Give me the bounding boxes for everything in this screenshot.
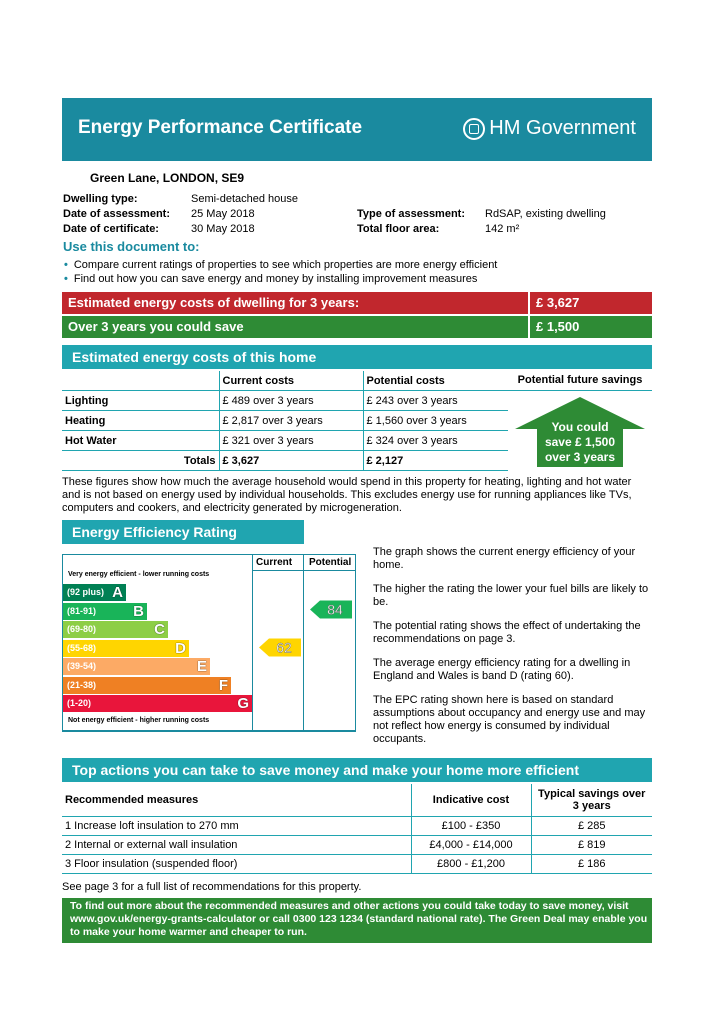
estimated-cost-value: £ 3,627 (528, 292, 579, 314)
rating-paragraph: The average energy efficiency rating for a dwelling in England and Wales is band D (rating 60). (373, 657, 631, 682)
totals-label: Totals (62, 451, 219, 471)
table-row (62, 854, 652, 873)
current-rating-arrow-value: 62 (276, 639, 292, 656)
measure-cost: £800 - £1,200 (411, 854, 531, 873)
col-potential-costs: Potential costs (363, 371, 508, 391)
page-title: Energy Performance Certificate (78, 117, 363, 138)
totals-potential: £ 2,127 (363, 451, 508, 471)
use-bullet: • Compare current ratings of properties to see which properties are more energy efficient (64, 259, 498, 271)
floor-area-label: Total floor area: (357, 223, 440, 235)
measure-name: 2 Internal or external wall insulation (62, 835, 411, 854)
band-range: (39-54) (67, 661, 97, 671)
costs-note: These figures show how much the average household would spend in this property for heating, lighting and hot water and is not based on energy used by individual households. This excludes energy use for running appliances like TVs, computers and cookers, and electricity generated by microgeneration. (62, 476, 632, 514)
type-assessment-value: RdSAP, existing dwelling (485, 208, 606, 220)
rating-bottom-note: Not energy efficient - higher running costs (68, 717, 210, 724)
current-cost: £ 321 over 3 years (219, 431, 363, 451)
measure-name: 3 Floor insulation (suspended floor) (62, 854, 411, 873)
dwelling-type-value: Semi-detached house (191, 193, 299, 205)
potential-rating-arrow-value: 84 (327, 601, 343, 618)
use-bullet: • Find out how you can save energy and money by installing improvement measures (64, 273, 478, 285)
rating-paragraph: The graph shows the current energy efficiency of your home. (373, 546, 636, 571)
band-letter: A (112, 584, 123, 601)
estimated-cost-label: Estimated energy costs of dwelling for 3 years: (68, 295, 360, 310)
band-range: (92 plus) (67, 587, 105, 597)
row-label: Lighting (62, 391, 219, 411)
measure-cost: £4,000 - £14,000 (411, 835, 531, 854)
rating-paragraph: The higher the rating the lower your fuel bills are likely to be. (373, 583, 649, 608)
date-assessment-label: Date of assessment: (63, 208, 170, 220)
col-current-costs: Current costs (219, 371, 363, 391)
date-certificate-label: Date of certificate: (63, 223, 159, 235)
date-assessment-value: 25 May 2018 (191, 208, 255, 220)
measure-name: 1 Increase loft insulation to 270 mm (62, 816, 411, 835)
band-range: (21-38) (67, 679, 97, 690)
property-address: Green Lane, LONDON, SE9 (90, 171, 245, 185)
band-range: (55-68) (67, 642, 97, 653)
band-range: (81-91) (67, 605, 97, 616)
row-label: Heating (62, 411, 219, 431)
measures-header-row (62, 784, 652, 816)
table-row (62, 835, 652, 854)
band-range: (1-20) (67, 698, 92, 708)
measure-savings: £ 819 (531, 835, 652, 854)
floor-area-value: 142 m² (485, 223, 520, 235)
actions-section-header: Top actions you can take to save money and make your home more efficient (62, 758, 652, 782)
rating-col-potential: Potential (309, 557, 352, 568)
band-letter: G (237, 695, 249, 712)
type-assessment-label: Type of assessment: (357, 208, 466, 220)
phone-number[interactable]: 0300 123 1234 (292, 913, 363, 925)
rating-paragraph: The EPC rating shown here is based on standard assumptions about occupancy and energy use and may not reflect how energy is consumed by individual occupants. (373, 694, 646, 745)
measure-savings: £ 186 (531, 854, 652, 873)
col-indicative-cost: Indicative cost (411, 784, 531, 816)
savings-arrow-text: You could save £ 1,500 over 3 years (544, 420, 616, 464)
use-heading: Use this document to: (63, 239, 200, 254)
row-label: Hot Water (62, 431, 219, 451)
rating-col-current: Current (256, 557, 293, 568)
col-typical-savings: Typical savings over 3 years (531, 784, 652, 816)
totals-current: £ 3,627 (219, 451, 363, 471)
current-cost: £ 489 over 3 years (219, 391, 363, 411)
measures-table (62, 784, 652, 874)
dwelling-type-label: Dwelling type: (63, 193, 138, 205)
band-range: (69-80) (67, 624, 97, 634)
band-letter: B (133, 602, 144, 620)
rating-text (373, 546, 653, 746)
band-letter: E (196, 658, 207, 675)
current-cost: £ 2,817 over 3 years (219, 411, 363, 431)
green-deal-footer: To find out more about the recommended measures and other actions you could take today to save money, visit www.gov.uk/energy-grants-calculator or call 0300 123 1234 (standard national rate). The Green Deal may enable you to make your home warmer and cheaper to run. (62, 898, 652, 943)
measure-cost: £100 - £350 (411, 816, 531, 835)
savings-label: Over 3 years you could save (68, 319, 244, 334)
potential-cost: £ 1,560 over 3 years (363, 411, 508, 431)
date-certificate-value: 30 May 2018 (191, 223, 255, 235)
government-name: HM Government (489, 117, 636, 139)
grants-calculator-link[interactable]: www.gov.uk/energy-grants-calculator (70, 913, 257, 925)
rating-top-note: Very energy efficient - lower running costs (68, 571, 210, 578)
col-future-savings: Potential future savings (508, 371, 652, 391)
band-letter: C (154, 621, 165, 638)
band-letter: D (175, 639, 186, 657)
savings-value: £ 1,500 (528, 316, 579, 338)
potential-cost: £ 324 over 3 years (363, 431, 508, 451)
table-row (62, 816, 652, 835)
measure-savings: £ 285 (531, 816, 652, 835)
costs-section-header: Estimated energy costs of this home (62, 345, 652, 369)
potential-cost: £ 243 over 3 years (363, 391, 508, 411)
see-page-note: See page 3 for a full list of recommendations for this property. (62, 881, 362, 893)
rating-paragraph: The potential rating shows the effect of undertaking the recommendations on page 3. (373, 620, 641, 645)
band-letter: F (218, 676, 228, 694)
col-measures: Recommended measures (62, 784, 411, 816)
rating-section-header: Energy Efficiency Rating (62, 520, 304, 544)
